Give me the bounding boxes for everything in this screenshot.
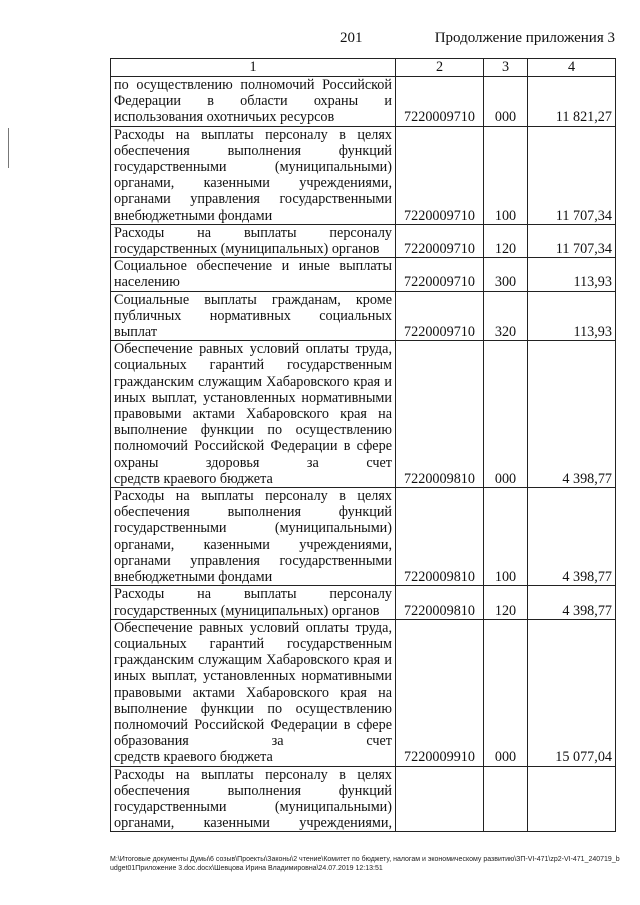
- amount: 4 398,77: [528, 586, 616, 619]
- target-code: 7220009810: [396, 488, 484, 586]
- table-row: [111, 488, 616, 586]
- target-code: 7220009810: [396, 586, 484, 619]
- table-row: [111, 291, 616, 341]
- description-text: Расходы на выплаты персоналу в целях обеспечения выполнения функций государственными (муниципальными) органами, казенными учреждениями, органами управления государственными: [114, 126, 392, 208]
- expense-type: 300: [484, 258, 528, 291]
- amount: 113,93: [528, 291, 616, 341]
- table-row: [111, 766, 616, 832]
- description-text: Социальные выплаты гражданам, кроме публичных нормативных социальных: [114, 291, 392, 324]
- row-description: [111, 126, 396, 224]
- row-description: [111, 291, 396, 341]
- expense-type: 120: [484, 224, 528, 257]
- target-code: 7220009710: [396, 126, 484, 224]
- column-header-row: [111, 59, 616, 77]
- table-row: [111, 126, 616, 224]
- amount: 4 398,77: [528, 488, 616, 586]
- row-description: [111, 224, 396, 257]
- expense-type: [484, 766, 528, 832]
- target-code: 7220009710: [396, 224, 484, 257]
- target-code: 7220009910: [396, 619, 484, 766]
- column-header-4: 4: [528, 59, 616, 77]
- table-row: [111, 224, 616, 257]
- description-last-line: государственных (муниципальных) органов: [114, 241, 380, 258]
- description-last-line: использования охотничьих ресурсов: [114, 109, 335, 126]
- target-code: 7220009710: [396, 291, 484, 341]
- page-header: [110, 30, 615, 50]
- table-row: [111, 586, 616, 619]
- expense-type: 000: [484, 77, 528, 127]
- description-last-line: государственных (муниципальных) органов: [114, 602, 380, 619]
- column-header-2: 2: [396, 59, 484, 77]
- table-row: [111, 341, 616, 488]
- continuation-label: Продолжение приложения 3: [434, 30, 615, 46]
- row-description: [111, 619, 396, 766]
- description-last-line: внебюджетными фондами: [114, 207, 273, 224]
- description-last-line: средств краевого бюджета: [114, 749, 273, 766]
- column-header-1: 1: [111, 59, 396, 77]
- scan-edge-mark: [8, 128, 9, 168]
- target-code: 7220009810: [396, 341, 484, 488]
- amount: 11 707,34: [528, 224, 616, 257]
- budget-table: [110, 58, 616, 832]
- target-code: [396, 766, 484, 832]
- expense-type: 000: [484, 619, 528, 766]
- target-code: 7220009710: [396, 258, 484, 291]
- description-last-line: внебюджетными фондами: [114, 569, 273, 586]
- row-description: [111, 258, 396, 291]
- description-text: Расходы на выплаты персоналу в целях обеспечения выполнения функций государственными (муниципальными) органами, казенными учреждениями,: [114, 766, 392, 832]
- document-path-footer: М:\Итоговые документы Думы\6 созыв\Проекты\Законы\2 чтение\Комитет по бюджету, налогам и экономическому развитию\ЗП-VI-471\zp2-VI-471_240719_budget01Приложение 3.doc.docx\Шевцова Ирина Владимировна\24.07.2019 12:13:51: [110, 856, 620, 872]
- row-description: [111, 586, 396, 619]
- table-row: [111, 258, 616, 291]
- description-text: Расходы на выплаты персоналу: [114, 586, 392, 603]
- amount: [528, 766, 616, 832]
- expense-type: 000: [484, 341, 528, 488]
- amount: 11 821,27: [528, 77, 616, 127]
- description-text: Обеспечение равных условий оплаты труда, социальных гарантий государственным гражданским служащим Хабаровского края и иных выплат, установленных нормативными правовыми актами Хабаровского края на выполнение функции по осуществлению полномочий Российской Федерации в сфере охраны здоровья за счет: [114, 341, 392, 471]
- description-last-line: выплат: [114, 324, 158, 341]
- description-text: Расходы на выплаты персоналу в целях обеспечения выполнения функций государственными (муниципальными) органами, казенными учреждениями, органами управления государственными: [114, 488, 392, 569]
- table-row: [111, 619, 616, 766]
- expense-type: 100: [484, 126, 528, 224]
- description-last-line: населению: [114, 274, 180, 291]
- expense-type: 320: [484, 291, 528, 341]
- description-text: Обеспечение равных условий оплаты труда, социальных гарантий государственным гражданским служащим Хабаровского края и иных выплат, установленных нормативными правовыми актами Хабаровского края на выполнение функции по осуществлению полномочий Российской Федерации в сфере образования за счет: [114, 619, 392, 750]
- expense-type: 120: [484, 586, 528, 619]
- description-text: по осуществлению полномочий Российской Федерации в области охраны и: [114, 77, 392, 110]
- column-header-3: 3: [484, 59, 528, 77]
- description-last-line: средств краевого бюджета: [114, 470, 273, 487]
- amount: 15 077,04: [528, 619, 616, 766]
- expense-type: 100: [484, 488, 528, 586]
- row-description: [111, 488, 396, 586]
- row-description: [111, 341, 396, 488]
- amount: 11 707,34: [528, 126, 616, 224]
- page-number: 201: [340, 30, 363, 46]
- target-code: 7220009710: [396, 77, 484, 127]
- row-description: [111, 77, 396, 127]
- description-text: Социальное обеспечение и иные выплаты: [114, 258, 392, 275]
- table-row: [111, 77, 616, 127]
- row-description: [111, 766, 396, 832]
- description-text: Расходы на выплаты персоналу: [114, 224, 392, 241]
- amount: 113,93: [528, 258, 616, 291]
- amount: 4 398,77: [528, 341, 616, 488]
